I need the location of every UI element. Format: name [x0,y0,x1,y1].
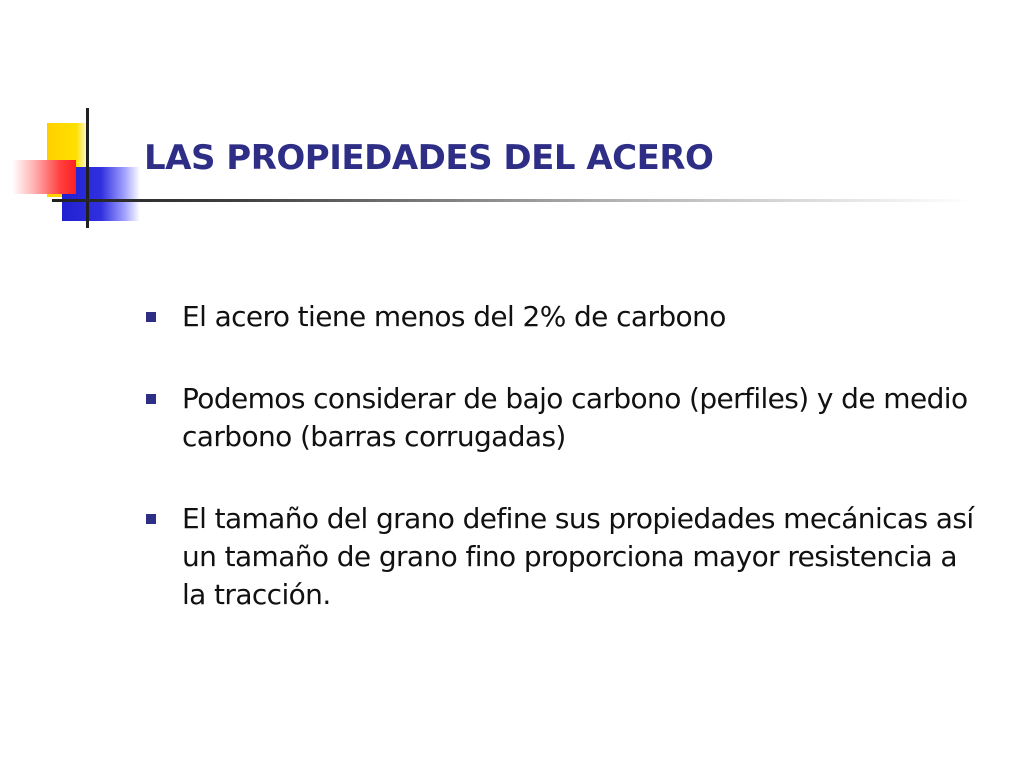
title-underline-divider [52,199,972,202]
square-bullet-icon [146,514,156,524]
square-bullet-icon [146,312,156,322]
bullet-list [142,298,982,658]
colored-squares-logo-icon [0,0,160,240]
vertical-rule [86,108,89,228]
bullet-item [142,500,982,614]
slide-title: LAS PROPIEDADES DEL ACERO [144,138,714,178]
bullet-item [142,380,982,456]
bullet-text: Podemos considerar de bajo carbono (perfiles) y de medio carbono (barras corrugadas) [182,382,968,453]
bullet-text: El acero tiene menos del 2% de carbono [182,300,726,333]
bullet-item [142,298,982,336]
square-bullet-icon [146,394,156,404]
bullet-text: El tamaño del grano define sus propiedades mecánicas así un tamaño de grano fino proporciona mayor resistencia a la tracción. [182,502,974,611]
red-square [12,160,76,194]
